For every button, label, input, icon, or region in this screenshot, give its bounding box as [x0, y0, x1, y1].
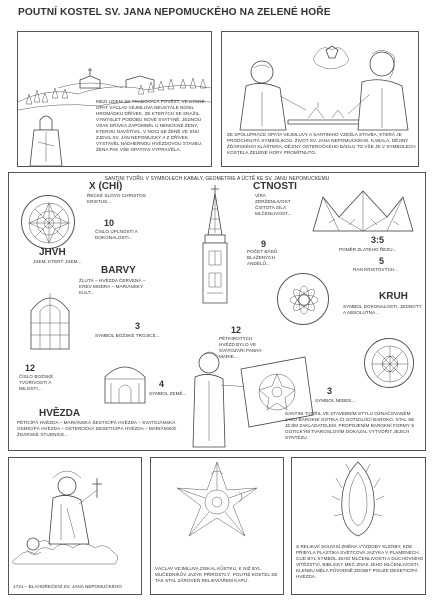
kruh-title: KRUH [379, 291, 408, 302]
ten-number: 10 [104, 218, 115, 228]
crown-vault-illustration [309, 187, 417, 237]
ratio-number: 3:5 [371, 235, 385, 245]
barvy-text: ŽLUTÁ – HVĚZDA ČERVENÁ – KREV MODRÁ – MARIÁNSKÝ KULT... [79, 278, 146, 295]
page-title: POUTNÍ KOSTEL SV. JANA NEPOMUCKÉHO NA ZELENÉ HOŘE [18, 7, 331, 18]
twelve-a-number: 12 [231, 325, 242, 335]
three-b-text: SYMBOL NEBES... [315, 398, 356, 403]
ten-text: ČÍSLO ÚPLNOSTI A DOKONALOSTI... [95, 229, 138, 240]
symbols-header: SANTINI TVOŘIL V SYMBOLECH KABALY, GEOMETRIE A ÚCTĚ KE SV. JANU NEPOMUCKÉMU [104, 176, 330, 182]
barvy-title: BARVY [101, 265, 136, 276]
five-text: RAN KRISTOVÝCH... [353, 267, 399, 272]
ctnosti-title: CTNOSTI [253, 181, 297, 192]
tongue-relic-text: S RELIKVIÍ SOUVISÍ ZMĚNA VÝZDOBY KLENBY, KDE PŘIBYLA PLASTIKA SVĚTCOVA JAZYKA V PLAMENECH. CUD BYL SYMBOL JEHO MLČENLIVOSTI A DUCHOVNÍHO VÍTĚZSTVÍ, BIBLICKY MEČ ZNAK JEHO MLČENLIVOSTI. KLENBU MĚLA PŮVODNĚ ZDOBIT POUZE DESETICÍPÁ HVĚZDA. [296, 544, 424, 579]
relic-panel [150, 457, 284, 595]
nine-number: 9 [261, 239, 267, 249]
four-text: SYMBOL ZEMĚ... [149, 391, 187, 396]
x-chi-text: ŘECKÉ SLOVO CHRISTOS KRISTUS... [87, 193, 146, 204]
twelve-b-number: 12 [25, 363, 36, 373]
rose-window-circle [364, 338, 414, 388]
church-tower-illustration [195, 185, 235, 305]
chapel-facade-illustration [103, 359, 147, 405]
three-b-number: 3 [327, 386, 333, 396]
gothic-window-illustration [29, 289, 71, 351]
collaboration-text: ZE SPOLUPRÁCE OPATA VEJMLUVY A SANTINIHO VZEŠLA STAVBA, KTERÁ JE PRODCHNUTÁ SYMBOLIKOU. ŽIVOT SV. JANA NEPOMUCKÉHO, KABALA, DĚJINY ŽĎÁRSKÉHO KLÁŠTERA, DĚJINY OSTEROČKÉHO BÁDLU TO VŠE JE V SYMBOLECH KOSTELA ZELENÉ HORY PROMÍTNUTO. [227, 132, 416, 155]
saint-in-clouds-illustration [9, 458, 141, 580]
three-a-text: SYMBOL BOŽSKÉ TROJICE... [95, 333, 160, 338]
hvezda-text: PĚTICÍPÁ HVĚZDA – MARIÁNSKÁ ŠESTICÍPÁ HVĚZDA – SVATOJÁNSKÁ OSMICÍPÁ HVĚZDA – OSTEROČKÁ DESETICÍPÁ HVĚZDA – MARIÁNSKÉ ŽDÁRSKÉ STUDNICE... [17, 420, 177, 437]
flower-icon [278, 274, 329, 325]
ratio-text: POMĚR ZLATÉHO ŘEZU... [339, 247, 397, 252]
relic-text: VÁCLAV VEJMLUVA ZÍSKAL KŮSTKU, K NIŽ BYL MUČEDNÍKŮV JAZYK PŘIROSTLÝ. POUTNÍ KOSTEL SE TAK STAL ZÁROVEŇ RELIKVIÁŘEM KAPLÍ. [155, 566, 278, 583]
x-chi-circle [21, 195, 75, 249]
five-number: 5 [379, 256, 385, 266]
tongue-relic-panel [291, 457, 426, 595]
star-vault-illustration [151, 458, 283, 548]
three-a-number: 3 [135, 321, 141, 331]
nine-text: POČET BÁDŮ BLAŽENÝCH ANDĚLŮ... [247, 249, 278, 266]
santini-text: SANTINI TVOŘIL VE STAVEBNÍM STYLU OZNAČOVANÉM JAKO BAROKNÍ GOTIKA ČI GOTIZUJÍCÍ BAROKO. STAL SE JEJÍM ZAKLADATELEM. PROPOJENÍM BAROKNÍ FORMY S GOTICKÝM TVAROSLOVÍM DOKÁZAL VYTVOŘIT JEJICH SYNTÉZU. [285, 411, 415, 440]
beatification-panel [8, 457, 142, 595]
flower-circle [277, 273, 329, 325]
x-chi-title: X (CHÍ) [89, 181, 123, 192]
symbols-panel [8, 172, 426, 451]
four-number: 4 [159, 379, 165, 389]
collaboration-panel [221, 31, 419, 167]
twelve-a-text: PĚTIHROTÝCH HVĚZD BYLO VE SVATOZÁŘI PANNY MARIE... [219, 336, 262, 359]
twelve-b-text: ČÍSLO BOŽSKÉ TVOŘIVOSTI A MILOSTI... [19, 374, 54, 391]
ctnosti-text: VÍRA ZDRŽENLIVOST ČISTOTA SÍLA MLČENLIVOST... [255, 193, 292, 216]
legend-panel [17, 31, 212, 167]
rose-window-icon [365, 339, 414, 388]
beatification-caption: 1721 – BLAHOŘEČENÍ SV. JANA NEPOMUCKÉHO [13, 584, 123, 589]
star-pattern-icon [22, 196, 75, 249]
jhvh-title: JHVH [39, 247, 66, 258]
tongue-in-flames-illustration [292, 458, 425, 540]
legend-text: MEZI LIDEM SE TRADOVALA POVĚST, VE KTERÉ OPAT VÁCLAV VEJMLUVA NEUSTÁLE NOSIL HROMÁDKU DŘÍVEK. ZE KTERÝCH SE SNAŽIL VYMYSLET PODOBU NOVÉ SVATYNĚ. JEDNOU VŠAK DŘÍVKA ZAPOMNĚL U NEMOCNÉ ŽENY, KTEROU NAVŠTÍVIL. V NOCI SE ŽENĚ VE SNU ZJEVIL SV. JAN NEPOMUCKÝ A Z DŘÍVEK VYSTAVĚL NÁDHERNOU HVĚZDOVOU STAVBU. ŽENA PAK VŠE OPATOVI VYPRÁVĚLA. [96, 99, 205, 152]
jhvh-text: JSEM, KTERÝ JSEM... [33, 259, 82, 264]
kruh-text: SYMBOL DOKONALOSTI, JEDNOTY A ABSOLUTNA... [343, 304, 422, 315]
hvezda-title: HVĚZDA [39, 408, 81, 419]
